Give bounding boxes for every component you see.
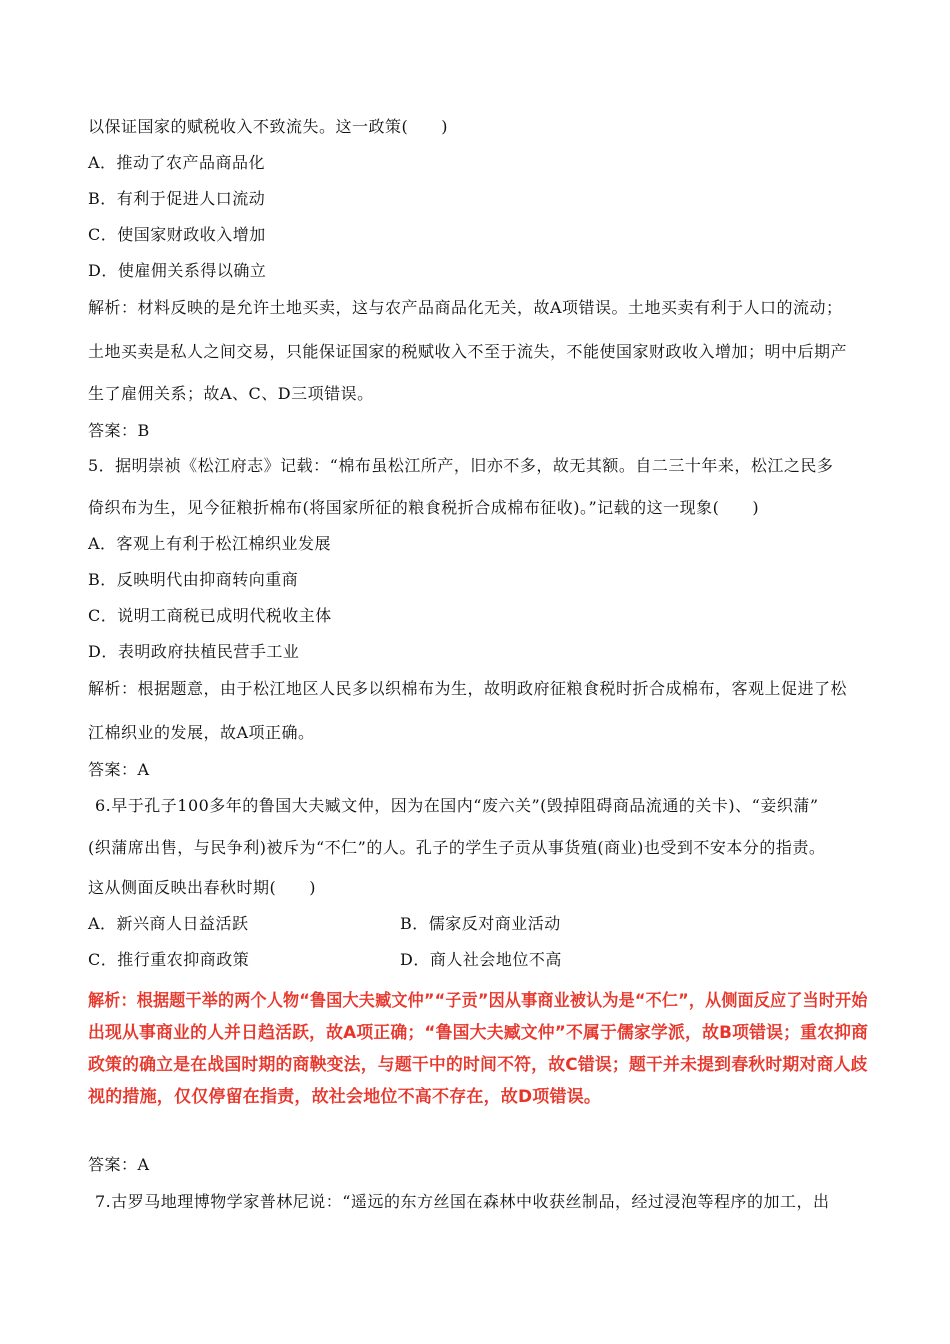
option-b: B．儒家反对商业活动 [400, 914, 561, 933]
red-analysis-line: 解析：根据题干举的两个人物“鲁国大夫臧文仲”“子贡”因从事商业被认为是“不仁”，从侧面反应了当时开始 [88, 991, 868, 1011]
option-a: A．推动了农产品商品化 [88, 153, 266, 172]
question-6-stem: 这从侧面反映出春秋时期( ) [88, 878, 316, 897]
option-a: A．客观上有利于松江棉织业发展 [88, 534, 332, 553]
analysis-line: 江棉织业的发展，故A项正确。 [88, 723, 315, 742]
analysis-line: 土地买卖是私人之间交易，只能保证国家的税赋收入不至于流失，不能使国家财政收入增加；明中后期产 [88, 342, 848, 361]
option-d: D．表明政府扶植民营手工业 [88, 642, 300, 661]
option-c: C．使国家财政收入增加 [88, 225, 266, 244]
option-b: B．反映明代由抑商转向重商 [88, 570, 299, 589]
option-d: D．使雇佣关系得以确立 [88, 261, 267, 280]
question-5-stem: 倚织布为生，见今征粮折棉布(将国家所征的粮食税折合成棉布征收)。”记载的这一现象( ) [88, 498, 760, 517]
question-stem-line: 以保证国家的赋税收入不致流失。这一政策( ) [88, 117, 448, 136]
option-c: C．说明工商税已成明代税收主体 [88, 606, 332, 625]
question-6-stem: 6.早于孔子100多年的鲁国大夫臧文仲，因为在国内“废六关”(毁掉阻碍商品流通的关卡)、“妾织蒲” [95, 796, 819, 815]
answer-line: 答案：A [88, 1155, 150, 1174]
question-7-stem: 7.古罗马地理博物学家普林尼说：“遥远的东方丝国在森林中收获丝制品，经过浸泡等程序的加工，出 [95, 1192, 830, 1211]
question-6-stem: (织蒲席出售，与民争利)被斥为“不仁”的人。孔子的学生子贡从事货殖(商业)也受到不安本分的指责。 [88, 838, 826, 857]
option-d: D．商人社会地位不高 [400, 950, 562, 969]
question-5-stem: 5．据明崇祯《松江府志》记载：“棉布虽松江所产，旧亦不多，故无其额。自二三十年来，松江之民多 [88, 456, 834, 475]
analysis-line: 解析：根据题意，由于松江地区人民多以织棉布为生，故明政府征粮食税时折合成棉布，客观上促进了松 [88, 679, 848, 698]
answer-line: 答案：A [88, 760, 150, 779]
option-a: A．新兴商人日益活跃 [88, 914, 249, 933]
red-analysis-line: 出现从事商业的人并日趋活跃，故A项正确；“鲁国大夫臧文仲”不属于儒家学派，故B项错误；重农抑商 [88, 1023, 869, 1043]
red-analysis-line: 视的措施，仅仅停留在指责，故社会地位不高不存在，故D项错误。 [88, 1087, 602, 1107]
red-analysis-line: 政策的确立是在战国时期的商鞅变法，与题干中的时间不符，故C错误；题干并未提到春秋时期对商人歧 [88, 1055, 868, 1075]
answer-line: 答案：B [88, 421, 150, 440]
option-c: C．推行重农抑商政策 [88, 950, 250, 969]
option-b: B．有利于促进人口流动 [88, 189, 266, 208]
analysis-line: 解析：材料反映的是允许土地买卖，这与农产品商品化无关，故A项错误。土地买卖有利于人口的流动； [88, 298, 843, 317]
analysis-line: 生了雇佣关系；故A、C、D三项错误。 [88, 384, 374, 403]
